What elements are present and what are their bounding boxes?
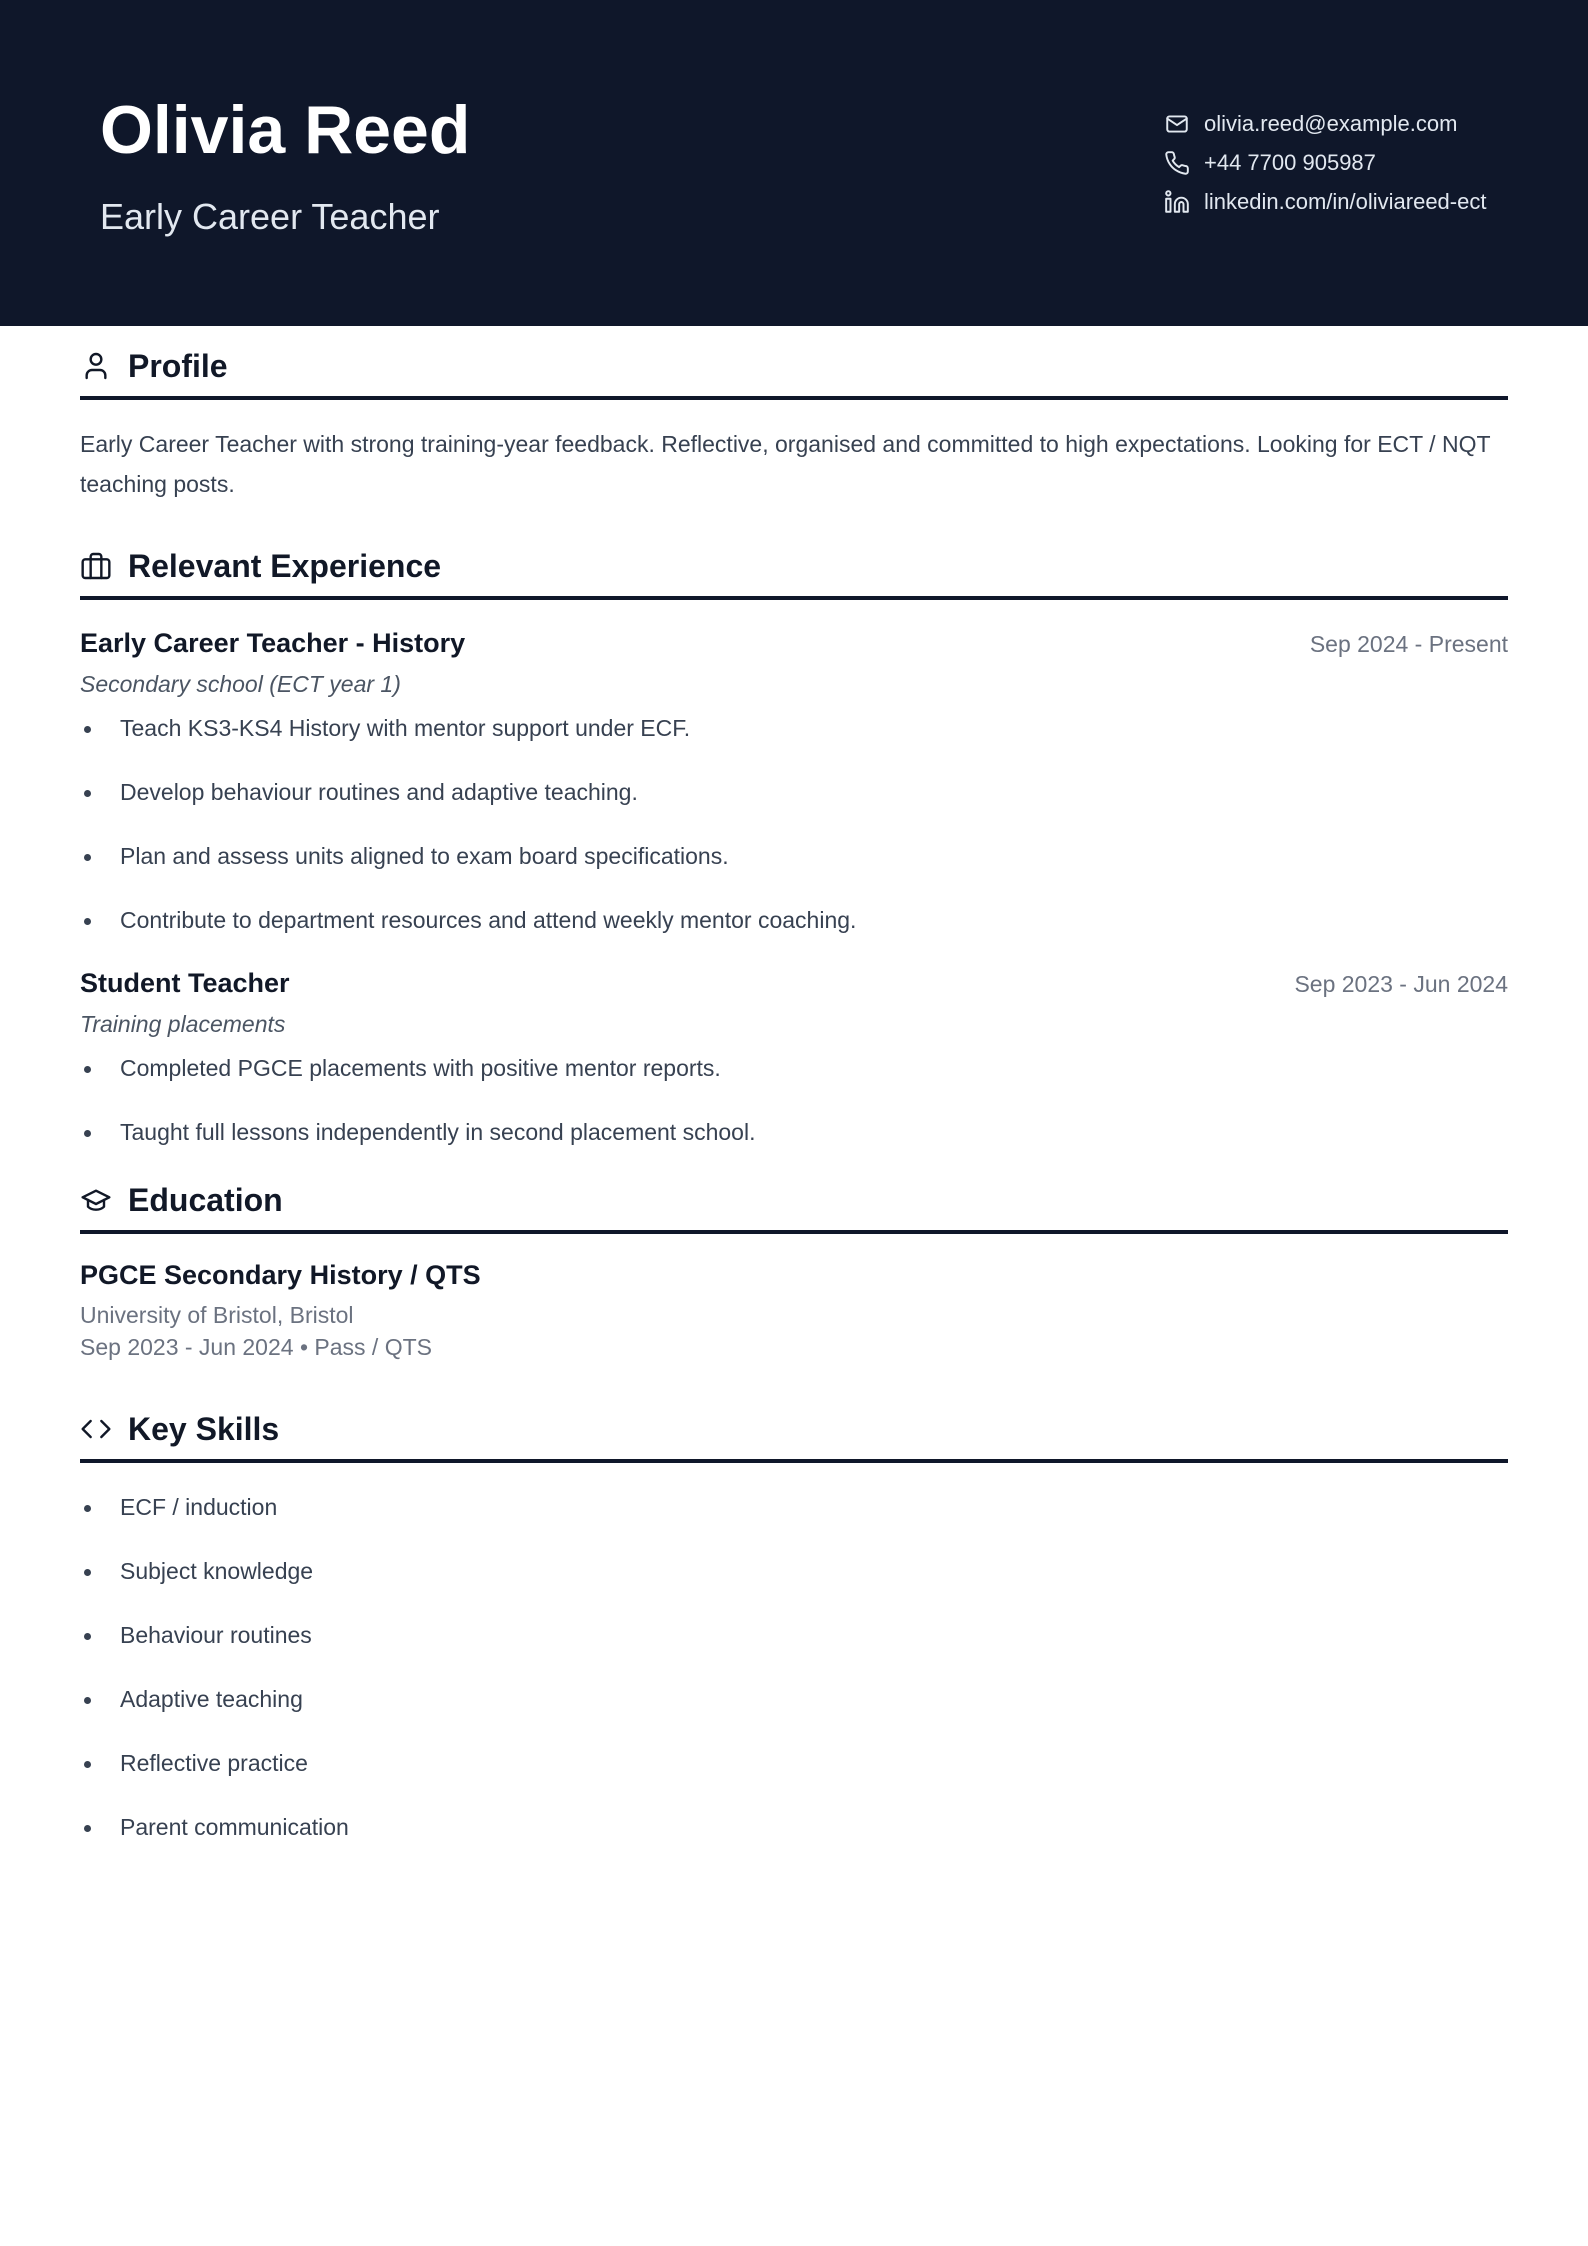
contact-email[interactable] [1164,104,1486,143]
resume-body [80,346,1508,1843]
education-institution: University of Bristol, Bristol [80,1302,354,1328]
list-item: Taught full lessons independently in second placement school. [80,1116,1508,1148]
job-entry [80,628,1508,936]
skill-item: Parent communication [80,1811,1508,1843]
code-icon [80,1413,112,1445]
contact-list [1164,104,1486,221]
contact-phone-text: +44 7700 905987 [1204,149,1376,175]
skill-item: ECF / induction [80,1491,1508,1523]
skill-item: Behaviour routines [80,1619,1508,1651]
job-entry [80,968,1508,1148]
job-title: Early Career Teacher - History [80,628,466,658]
skill-item: Adaptive teaching [80,1683,1508,1715]
contact-linkedin[interactable] [1164,182,1486,221]
skills-list [80,1491,1508,1843]
profile-header [80,346,1508,400]
experience-title: Relevant Experience [128,548,442,584]
education-section [80,1180,1508,1363]
job-bullets [80,1052,1508,1148]
profile-summary: Early Career Teacher with strong training-year feedback. Reflective, organised and committed to high expectations. Looking for ECT / NQT teaching posts. [80,431,1491,497]
job-organisation: Training placements [80,1011,286,1037]
profile-title: Profile [128,348,228,384]
job-dates: Sep 2023 - Jun 2024 [1294,971,1508,997]
contact-email-text: olivia.reed@example.com [1204,110,1458,136]
job-dates: Sep 2024 - Present [1309,631,1508,657]
linkedin-icon [1164,189,1190,215]
briefcase-icon [80,550,112,582]
job-title: Student Teacher [80,968,290,998]
job-bullets [80,712,1508,936]
education-details: Sep 2023 - Jun 2024 • Pass / QTS [80,1334,432,1360]
list-item: Develop behaviour routines and adaptive teaching. [80,776,1508,808]
education-title: Education [128,1182,283,1218]
skills-section [80,1409,1508,1843]
experience-section [80,546,1508,1148]
education-header [80,1180,1508,1234]
contact-linkedin-text: linkedin.com/in/oliviareed-ect [1204,188,1487,214]
skills-title: Key Skills [128,1411,280,1447]
resume-header [0,0,1588,326]
user-icon [80,350,112,382]
candidate-name: Olivia Reed [100,92,471,168]
skill-item: Subject knowledge [80,1555,1508,1587]
list-item: Plan and assess units aligned to exam board specifications. [80,840,1508,872]
education-degree: PGCE Secondary History / QTS [80,1260,481,1290]
phone-icon [1164,150,1190,176]
profile-section [80,346,1508,504]
mail-icon [1164,111,1190,137]
skill-item: Reflective practice [80,1747,1508,1779]
list-item: Completed PGCE placements with positive mentor reports. [80,1052,1508,1084]
experience-header [80,546,1508,600]
list-item: Teach KS3-KS4 History with mentor support under ECF. [80,712,1508,744]
list-item: Contribute to department resources and attend weekly mentor coaching. [80,904,1508,936]
skills-header [80,1409,1508,1463]
job-organisation: Secondary school (ECT year 1) [80,671,401,697]
candidate-role: Early Career Teacher [100,196,440,237]
contact-phone[interactable] [1164,143,1486,182]
graduation-cap-icon [80,1184,112,1216]
